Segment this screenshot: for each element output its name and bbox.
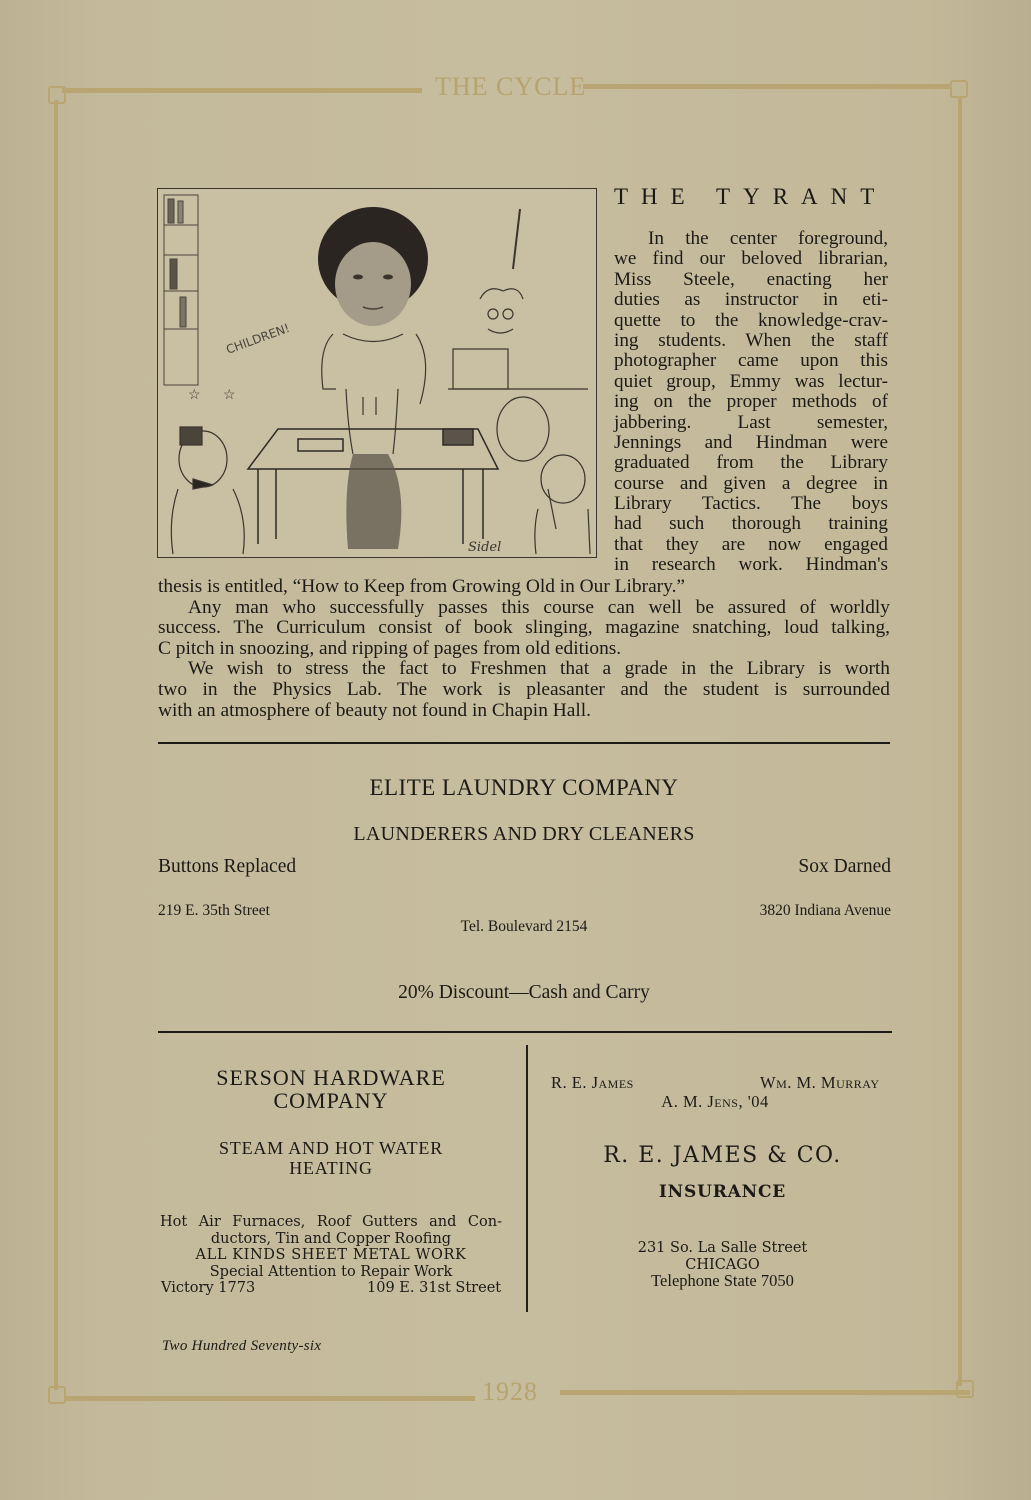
insurance-service: INSURANCE <box>658 1182 787 1202</box>
article-line: had such thorough training <box>614 513 888 535</box>
article-line: Library Tactics. The boys <box>614 493 888 515</box>
insurance-address: 231 So. La Salle Street <box>637 1240 808 1256</box>
insurance-company-name: R. E. JAMES & CO. <box>603 1143 842 1168</box>
laundry-address-right: 3820 Indiana Avenue <box>759 902 891 919</box>
insurance-partner-right: Wm. M. Murray <box>760 1073 880 1092</box>
bookshelf-sketch <box>164 195 198 385</box>
frame-bottom-right-rule <box>560 1390 970 1395</box>
insurance-city: CHICAGO <box>685 1256 760 1273</box>
article-line: Any man who successfully passes this course can well be assured of worldly <box>188 596 890 618</box>
frame-top-right-rule <box>583 84 950 89</box>
frame-corner-ornament <box>956 1380 974 1398</box>
svg-text:☆: ☆ <box>223 388 236 403</box>
hardware-service <box>158 1138 504 1178</box>
laundry-feature-right: Sox Darned <box>798 856 891 877</box>
section-divider <box>158 1031 892 1033</box>
frame-bottom-left-rule <box>65 1396 475 1401</box>
hardware-name-line: SERSON HARDWARE <box>216 1065 446 1090</box>
laundry-address-left: 219 E. 35th Street <box>158 902 270 919</box>
right-students-sketch <box>497 397 590 554</box>
svg-text:☆: ☆ <box>188 388 201 403</box>
librarian-body-sketch <box>322 334 426 454</box>
column-divider <box>526 1045 528 1312</box>
frame-year: 1928 <box>482 1377 538 1406</box>
article-wrapped-column <box>614 229 888 576</box>
left-student-sketch <box>171 388 244 554</box>
article-line: we find our beloved librarian, <box>614 248 888 270</box>
article-full-width-text <box>158 577 890 721</box>
section-divider <box>158 742 890 744</box>
page-number: Two Hundred Seventy-six <box>162 1338 322 1354</box>
laundry-tagline: LAUNDERERS AND DRY CLEANERS <box>353 823 695 845</box>
article-line: that they are now engaged <box>614 533 888 555</box>
frame-top-left-rule <box>62 88 422 93</box>
article-line: duties as instructor in eti- <box>614 289 888 311</box>
article-line: photographer came upon this <box>614 350 888 372</box>
article-line: Miss Steele, enacting her <box>614 268 888 290</box>
laundry-offer: 20% Discount—Cash and Carry <box>398 982 650 1003</box>
insurance-contact <box>545 1240 900 1290</box>
laundry-company-name: ELITE LAUNDRY COMPANY <box>369 775 679 800</box>
hardware-phone: Victory 1773 <box>161 1280 256 1296</box>
hardware-service-line: STEAM AND HOT WATER <box>218 1138 444 1158</box>
article-line: C pitch in snoozing, and ripping of pages from old editions. <box>158 637 622 659</box>
frame-corner-ornament <box>950 80 968 98</box>
frame-corner-ornament <box>48 86 66 104</box>
article-line: graduated from the Library <box>614 452 888 474</box>
article-line: ing students. When the staff <box>614 329 888 351</box>
article-line: quiet group, Emmy was lectur- <box>614 370 888 392</box>
hardware-address: 109 E. 31st Street <box>367 1280 502 1296</box>
insurance-partner-left: R. E. James <box>551 1073 634 1092</box>
article-line: jabbering. Last semester, <box>614 411 888 433</box>
hardware-detail-line: ALL KINDS SHEET METAL WORK <box>195 1247 467 1264</box>
hardware-details <box>158 1214 504 1280</box>
article-illustration <box>157 188 597 558</box>
artist-signature: Sidel <box>468 540 502 555</box>
seated-student <box>346 454 401 549</box>
article-title: THE TYRANT <box>614 184 888 209</box>
cartoon-sketch <box>158 189 597 558</box>
scrawl-text: CHILDREN! <box>224 320 292 357</box>
hardware-detail-line: ductors, Tin and Copper Roofing <box>210 1230 452 1247</box>
article-line: thesis is entitled, “How to Keep from Growing Old in Our Library.” <box>158 576 686 597</box>
hardware-detail-line: Hot Air Furnaces, Roof Gutters and Con- <box>160 1214 502 1230</box>
laundry-feature-left: Buttons Replaced <box>158 856 297 877</box>
article-line: success. The Curriculum consist of book slinging, magazine snatching, loud talking, <box>158 617 890 639</box>
insurance-phone: Telephone State 7050 <box>651 1271 794 1290</box>
article-line: course and given a degree in <box>614 472 888 494</box>
hardware-service-line: HEATING <box>289 1158 373 1178</box>
face <box>335 242 411 326</box>
article-line: in research work. Hindman's <box>614 554 888 576</box>
running-title: THE CYCLE <box>435 72 587 101</box>
article-line: ing on the proper methods of <box>614 391 888 413</box>
frame-left-rule <box>54 100 58 1390</box>
laundry-phone: Tel. Boulevard 2154 <box>460 918 588 935</box>
article-line: quette to the knowledge-crav- <box>614 309 888 331</box>
insurance-partner-center: A. M. Jens, '04 <box>661 1092 769 1111</box>
frame-corner-ornament <box>48 1386 66 1404</box>
hardware-company-name <box>158 1066 504 1112</box>
article-line: Jennings and Hindman were <box>614 431 888 453</box>
frame-right-rule <box>958 96 962 1386</box>
hardware-detail-line: Special Attention to Repair Work <box>209 1263 453 1280</box>
article-line: We wish to stress the fact to Freshmen that a grade in the Library is worth <box>188 658 890 680</box>
article-line: with an atmosphere of beauty not found in Chapin Hall. <box>158 699 591 721</box>
article-line: two in the Physics Lab. The work is pleasanter and the student is surrounded <box>158 678 890 700</box>
hardware-name-line: COMPANY <box>273 1088 389 1113</box>
clown-figure-sketch <box>448 209 588 389</box>
article-line: In the center foreground, <box>648 228 888 249</box>
